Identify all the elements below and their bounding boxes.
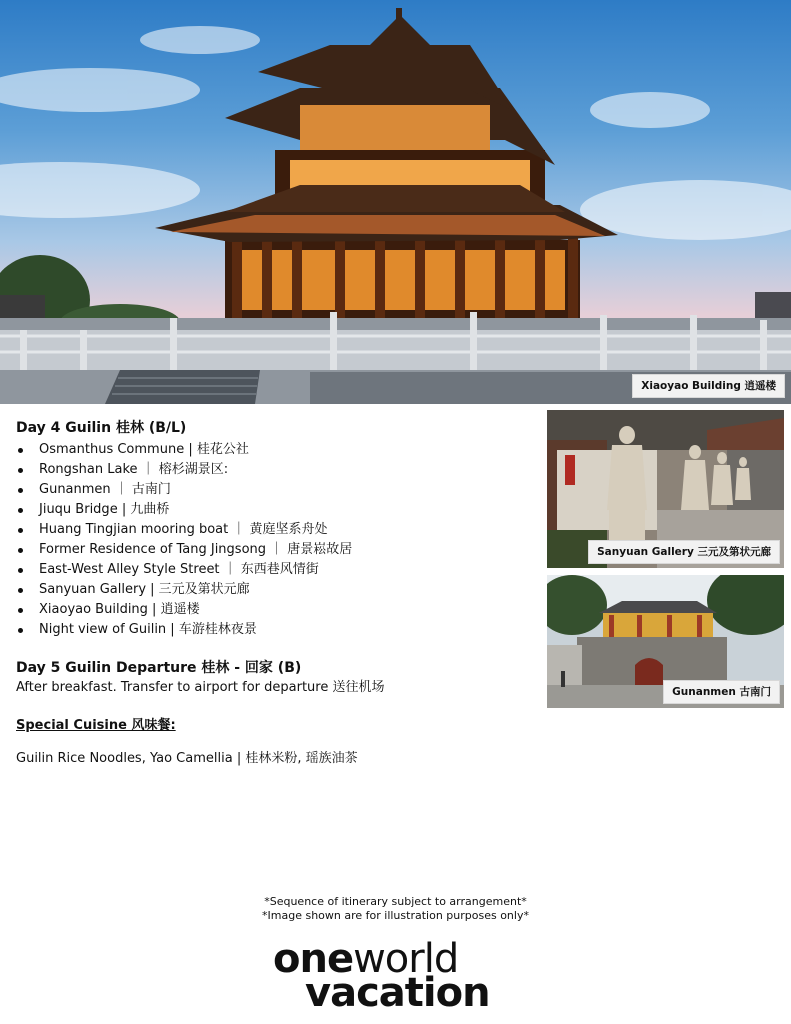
- day4-item: Xiaoyao Building | 逍遥楼: [16, 600, 536, 620]
- gunanmen-caption: Gunanmen 古南门: [663, 680, 780, 705]
- cuisine-title: Special Cuisine 风味餐:: [16, 718, 176, 733]
- day4-items: [16, 440, 536, 640]
- day4-item: Osmanthus Commune | 桂花公社: [16, 440, 536, 460]
- logo-world: world: [353, 936, 459, 982]
- day5-title: Day 5 Guilin Departure 桂林 - 回家 (B): [16, 660, 302, 676]
- note-sequence: *Sequence of itinerary subject to arrangement*: [264, 895, 527, 908]
- sanyuan-gallery-photo: [547, 410, 784, 568]
- hero-image-xiaoyao-building: [0, 0, 791, 404]
- disclaimer-notes: [0, 895, 791, 923]
- day4-item: Night view of Guilin | 车游桂林夜景: [16, 620, 536, 640]
- note-images: *Image shown are for illustration purposes only*: [262, 909, 529, 922]
- day4-item: Former Residence of Tang Jingsong ｜ 唐景崧故居: [16, 540, 536, 560]
- cuisine-text: Guilin Rice Noodles, Yao Camellia | 桂林米粉, 瑶族油茶: [16, 751, 358, 766]
- day4-item: East-West Alley Style Street ｜ 东西巷风情街: [16, 560, 536, 580]
- day4-item: Gunanmen ｜ 古南门: [16, 480, 536, 500]
- logo-one: one: [273, 936, 354, 982]
- gunanmen-photo: [547, 575, 784, 708]
- day4-title: Day 4 Guilin 桂林 (B/L): [16, 420, 187, 436]
- hero-caption: Xiaoyao Building 逍遥楼: [632, 374, 785, 399]
- day5-text: After breakfast. Transfer to airport for departure 送往机场: [16, 680, 385, 695]
- day4-item: Rongshan Lake ｜ 榕杉湖景区:: [16, 460, 536, 480]
- oneworld-vacation-logo: [270, 936, 530, 1016]
- itinerary-content: [16, 418, 536, 769]
- logo-vacation: vacation: [305, 970, 490, 1016]
- day4-item: Huang Tingjian mooring boat ｜ 黄庭坚系舟处: [16, 520, 536, 540]
- hero-illustration: [0, 0, 791, 404]
- day4-item: Jiuqu Bridge | 九曲桥: [16, 500, 536, 520]
- sanyuan-caption: Sanyuan Gallery 三元及第状元廊: [588, 540, 780, 565]
- day4-item: Sanyuan Gallery | 三元及第状元廊: [16, 580, 536, 600]
